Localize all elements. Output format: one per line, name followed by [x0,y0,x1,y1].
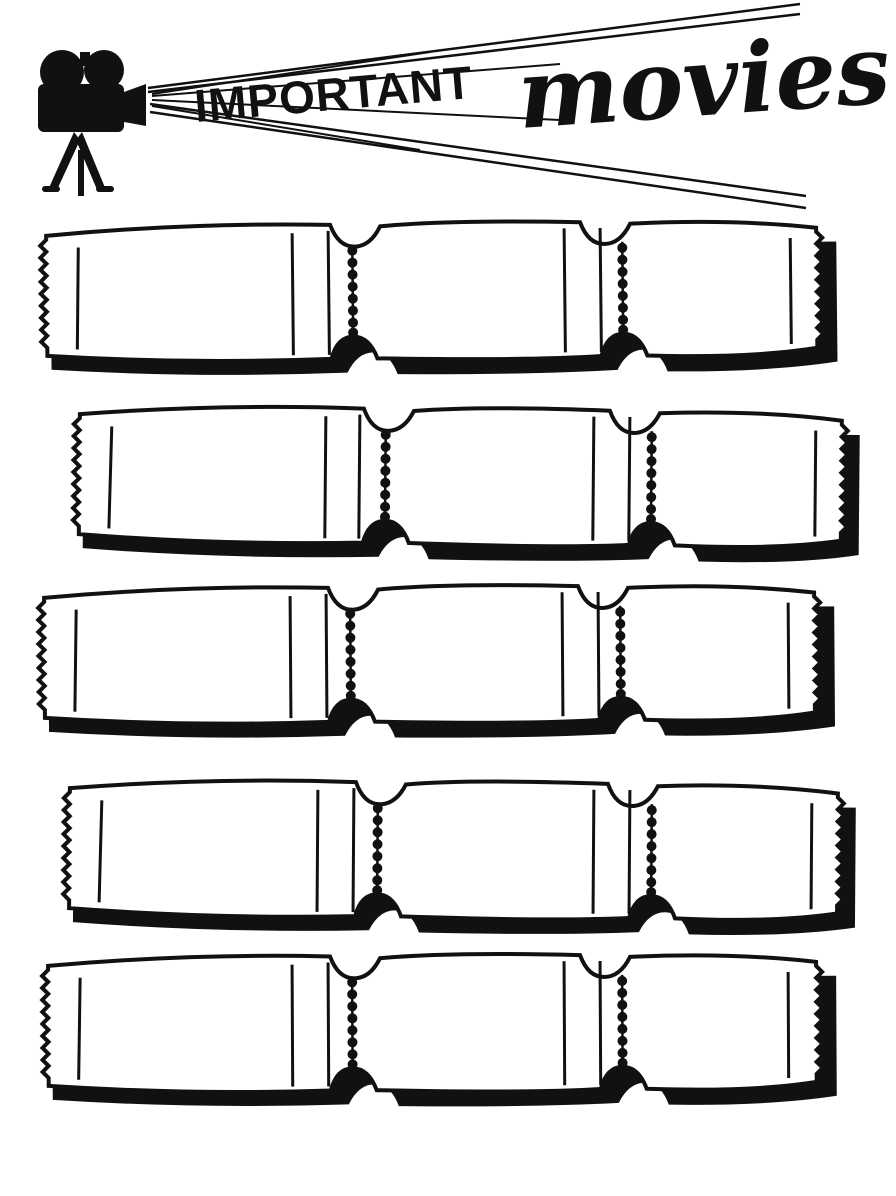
ticket-row[interactable] [0,218,896,390]
page-title-important: IMPORTANT [192,55,475,132]
ticket-row[interactable] [0,948,896,1120]
page-title-movies: movies [513,12,894,151]
movie-projector-icon [38,50,146,196]
ticket-row[interactable] [0,396,896,568]
ticket-row[interactable] [0,580,896,752]
ticket-row[interactable] [0,770,896,942]
page-header [0,0,896,222]
